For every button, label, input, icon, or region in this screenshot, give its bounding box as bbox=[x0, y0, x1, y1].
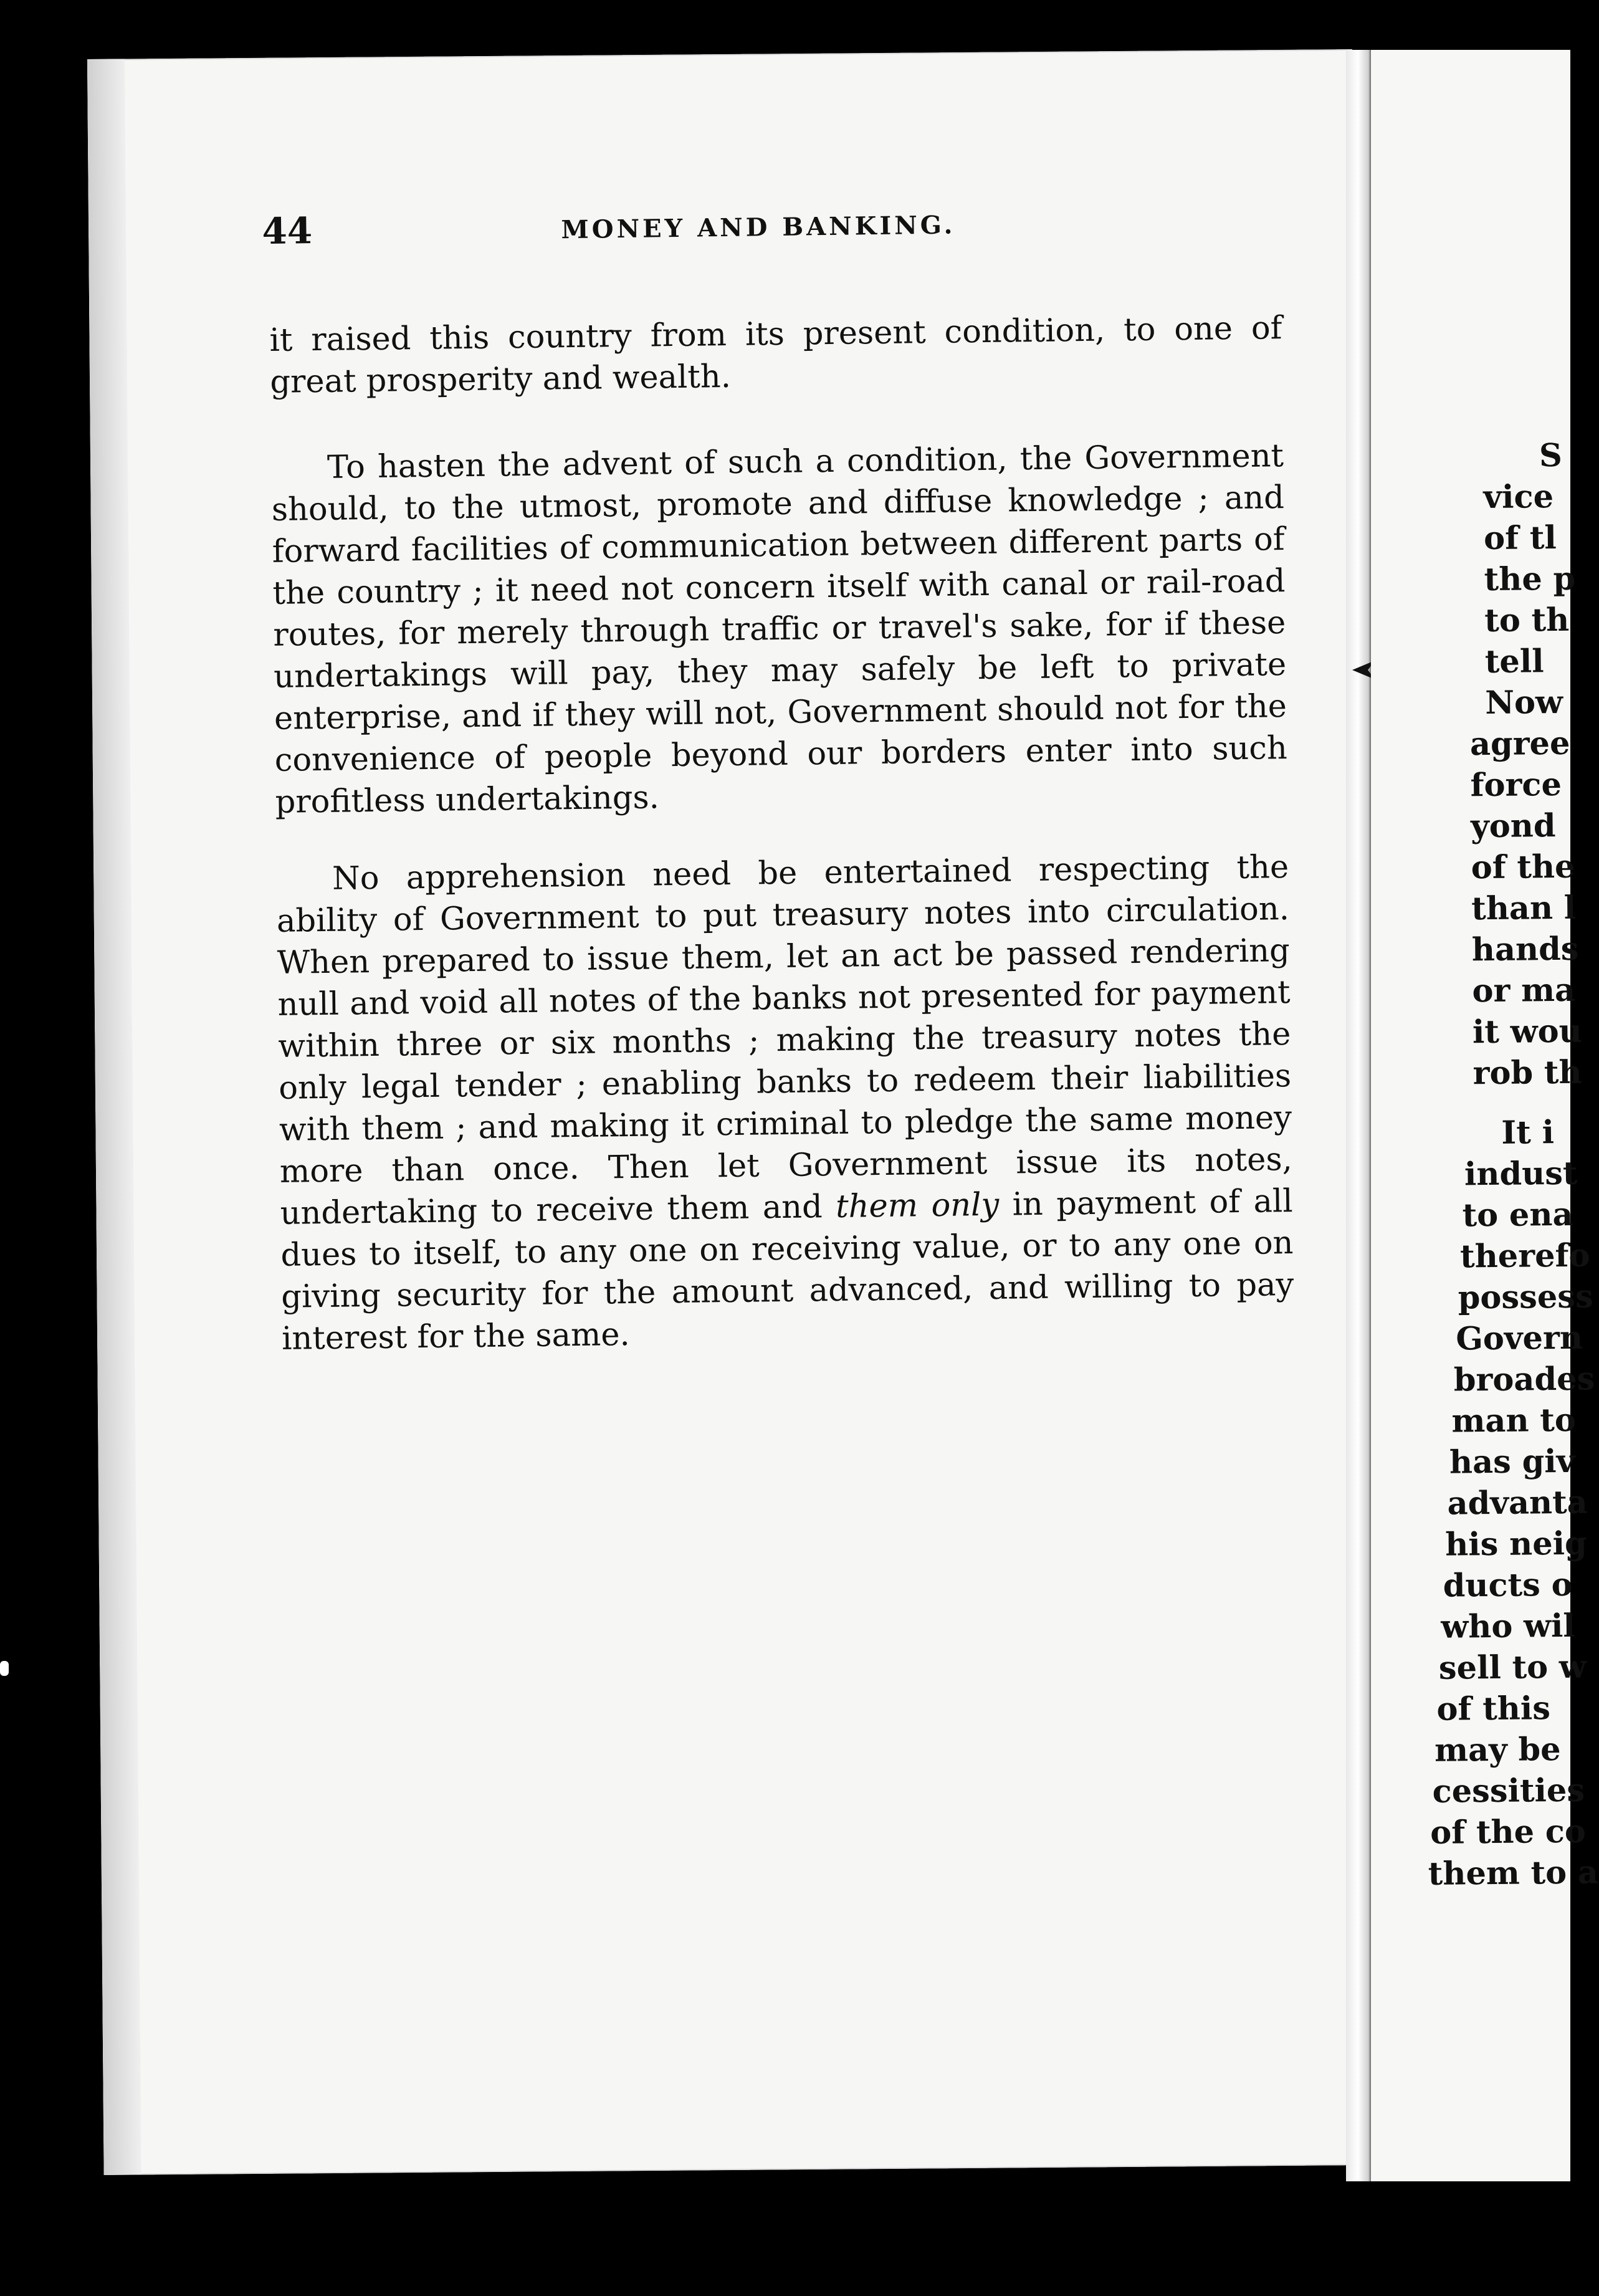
paragraph-2: To hasten the advent of such a condition, the Government should, to the utmost, promote and diffuse knowledge ; and forward facilities of communication between different parts of the country ; it need not concern itself with canal or rail-road routes, for merely through traffic or travel's sake, for if these undertakings will pay, they may safely be left to private enterprise, and if they will not, Government should not for the convenience of people beyond our borders enter into such profitless undertakings. bbox=[271, 438, 1288, 821]
facing-page-line: of the bbox=[1471, 848, 1575, 887]
facing-page-line: of tl bbox=[1483, 519, 1557, 558]
facing-page-line: of this bbox=[1436, 1690, 1551, 1728]
paragraph-3-text-end: in payment of all dues to itself, to any one on receiving value, or to any one on giving security for the amount advanced, and willing to pay interest for the same. bbox=[280, 1182, 1294, 1357]
facing-page-line: has giv bbox=[1449, 1442, 1575, 1481]
facing-page-line: to th bbox=[1484, 601, 1570, 640]
scan-edge-mark bbox=[0, 1661, 9, 1676]
facing-page-line: ducts o bbox=[1443, 1566, 1573, 1605]
facing-page-line: therefo bbox=[1459, 1236, 1590, 1276]
facing-page-line: than l bbox=[1471, 889, 1577, 928]
facing-page-line: vice bbox=[1483, 478, 1554, 517]
facing-page-line: or ma bbox=[1472, 971, 1576, 1010]
facing-page-line: It i bbox=[1501, 1114, 1555, 1152]
facing-page-line bbox=[1420, 1093, 1566, 1113]
facing-page-line: to ena bbox=[1462, 1195, 1573, 1235]
facing-page-line: his neig bbox=[1444, 1524, 1587, 1564]
facing-page-line: Govern bbox=[1456, 1319, 1583, 1358]
facing-page-line: advanta bbox=[1447, 1483, 1588, 1523]
facing-page-line: man to bbox=[1451, 1401, 1577, 1440]
facing-page-line: it wou bbox=[1472, 1012, 1582, 1051]
facing-page-line: indust bbox=[1464, 1154, 1578, 1193]
facing-page-line: of the co bbox=[1430, 1812, 1587, 1852]
facing-page-line: tell bbox=[1484, 643, 1544, 681]
facing-page-text-fragments bbox=[1415, 436, 1599, 1895]
paragraph-3 bbox=[276, 846, 1295, 1360]
facing-page-line: possess bbox=[1458, 1278, 1593, 1317]
page-number: 44 bbox=[262, 209, 313, 253]
facing-page-line: the p bbox=[1484, 560, 1576, 599]
facing-page-line: force bbox=[1470, 765, 1562, 805]
facing-page-line: sell to w bbox=[1438, 1648, 1587, 1687]
facing-page-line: broades bbox=[1453, 1360, 1595, 1399]
facing-page-line: hands bbox=[1471, 930, 1579, 969]
facing-page-line: Now bbox=[1485, 683, 1563, 722]
facing-page-line: them to a bbox=[1428, 1854, 1599, 1893]
page-header bbox=[262, 198, 1284, 260]
facing-page-line: yond bbox=[1470, 807, 1556, 846]
paragraph-3-italic-phrase: them only bbox=[835, 1186, 1000, 1225]
paragraph-3-text-start: No apprehension need be entertained respecting the ability of Government to put treasury notes into circulation. When prepared to issue them, let an act be passed rendering null and void all notes of the banks not presented for payment within three or six months ; making the treasury notes the only legal tender ; enabling banks to redeem their liabilities with them ; and making it criminal to pledge the same money more than once. Then let Government issue its notes, undertaking to receive them and bbox=[276, 849, 1293, 1232]
facing-page-line: cessities bbox=[1432, 1771, 1585, 1810]
running-title: MONEY AND BANKING. bbox=[561, 210, 956, 245]
facing-page-line: may be bbox=[1434, 1731, 1561, 1769]
facing-page-line: S bbox=[1539, 436, 1563, 475]
facing-page-line: rob th bbox=[1473, 1053, 1582, 1093]
facing-page-line: who wil bbox=[1441, 1607, 1575, 1646]
paragraph-1: it raised this country from its present condition, to one of great prosperity and wealth. bbox=[269, 310, 1282, 401]
facing-page-line: agree bbox=[1469, 724, 1570, 763]
